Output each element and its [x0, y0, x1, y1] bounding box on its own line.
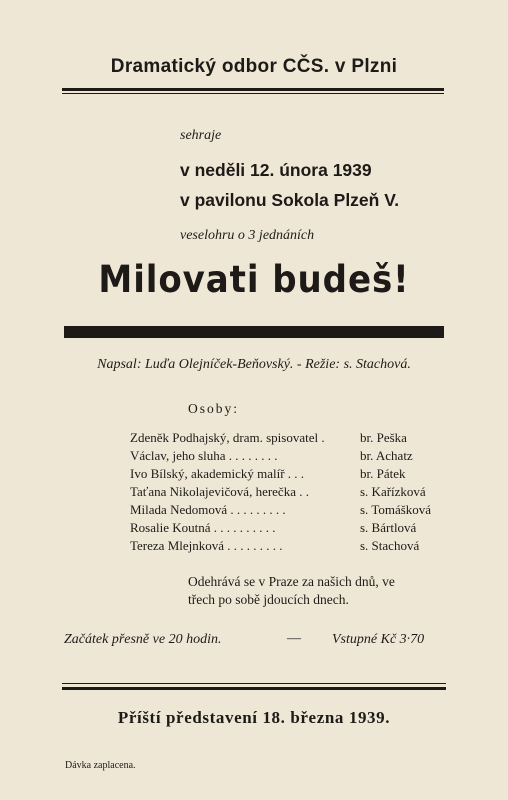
- play-title: Milovati budeš!: [98, 258, 410, 301]
- performing-text: sehraje: [180, 128, 222, 143]
- cast-actor: br. Pátek: [360, 466, 406, 481]
- header-rule-thick: [62, 88, 444, 91]
- cast-actor: s. Bártlová: [360, 520, 417, 535]
- separator-dash: —: [287, 631, 301, 646]
- cast-role: Zdeněk Podhajský, dram. spisovatel .: [130, 430, 325, 445]
- cast-actor: s. Kařízková: [360, 484, 426, 499]
- next-performance: Příští představení 18. března 1939.: [117, 708, 391, 727]
- admission-price: Vstupné Kč 3·70: [332, 632, 425, 647]
- cast-role: Taťana Nikolajevičová, herečka . .: [130, 484, 309, 499]
- cast-actor: br. Peška: [360, 430, 407, 445]
- header-rule-thin: [62, 93, 444, 94]
- footer-rule-thick: [62, 687, 446, 690]
- cast-actor: br. Achatz: [360, 448, 413, 463]
- start-time: Začátek přesně ve 20 hodin.: [64, 632, 222, 647]
- cast-role: Rosalie Koutná . . . . . . . . . .: [130, 520, 276, 535]
- cast-actor: s. Stachová: [360, 538, 420, 553]
- event-date: v neděli 12. února 1939: [180, 160, 372, 180]
- organization-heading: Dramatický odbor CČS. v Plzni: [110, 56, 398, 77]
- event-venue: v pavilonu Sokola Plzeň V.: [180, 190, 400, 210]
- cast-role: Václav, jeho sluha . . . . . . . .: [130, 448, 278, 463]
- setting-line-2: třech po sobě jdoucích dnech.: [188, 592, 349, 607]
- title-underline-bar: [64, 326, 444, 338]
- cast-role: Milada Nedomová . . . . . . . . .: [130, 502, 286, 517]
- cast-role: Tereza Mlejnková . . . . . . . . .: [130, 538, 283, 553]
- footer-rule-thin: [62, 683, 446, 684]
- credits-line: Napsal: Luďa Olejníček-Beňovský. - Režie: s. Stachová.: [97, 357, 411, 372]
- genre-text: veselohru o 3 jednáních: [180, 228, 315, 243]
- setting-line-1: Odehrává se v Praze za našich dnů, ve: [188, 574, 395, 589]
- cast-heading: Osoby:: [188, 401, 240, 416]
- cast-role: Ivo Bílský, akademický malíř . . .: [130, 466, 305, 481]
- cast-actor: s. Tomášková: [360, 502, 432, 517]
- tax-paid-note: Dávka zaplacena.: [65, 760, 136, 771]
